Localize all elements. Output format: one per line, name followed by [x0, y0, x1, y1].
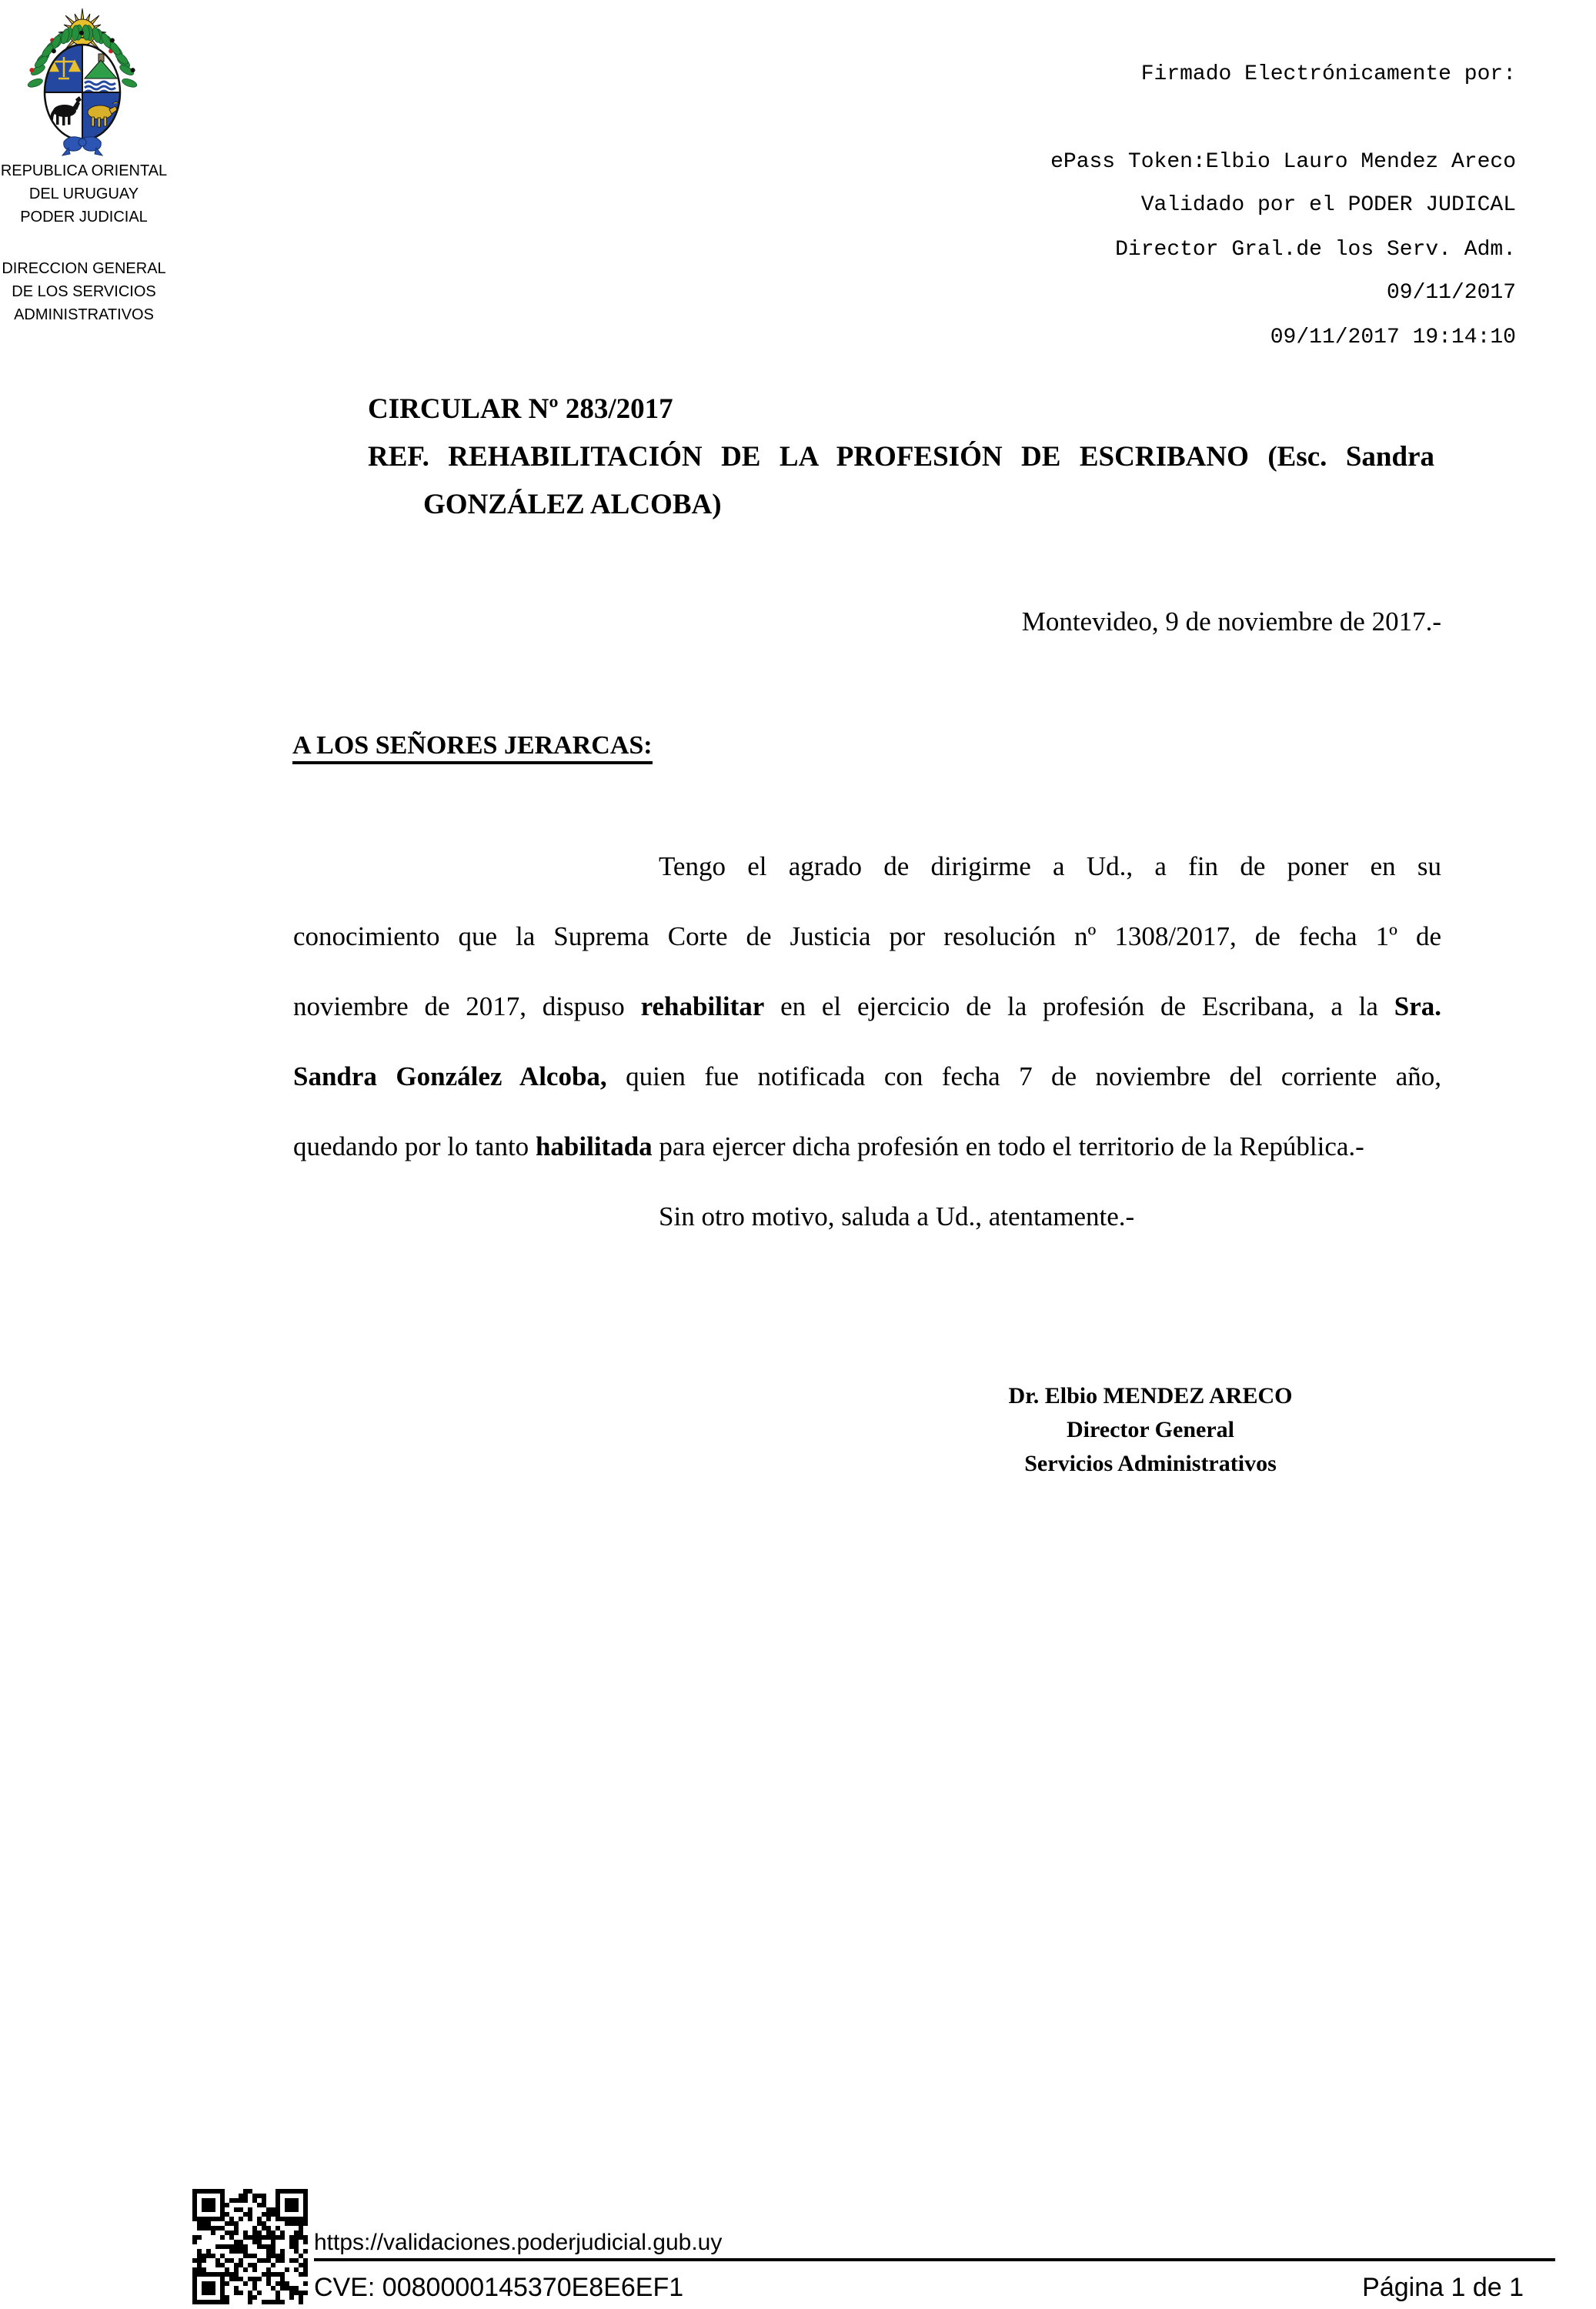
footer-divider-line: [314, 2258, 1555, 2261]
esignature-stamp-line: Director Gral.de los Serv. Adm.: [1115, 238, 1516, 262]
ribbon-icon: [62, 137, 102, 155]
text-line: Sin otro motivo, saluda a Ud., atentamente.-: [659, 1201, 1135, 1231]
uruguay-coat-of-arms-logo: [18, 3, 146, 159]
circular-subject-line: REF. REHABILITACIÓN DE LA PROFESIÓN DE ESCRIBANO (Esc. Sandra: [368, 441, 1434, 473]
logo-caption-line: REPUBLICA ORIENTAL: [0, 162, 168, 179]
body-paragraph: [293, 831, 1441, 1251]
logo-caption-line: DEL URUGUAY: [28, 185, 139, 202]
signer-office: Servicios Administrativos: [1024, 1451, 1277, 1476]
logo-caption-line: DE LOS SERVICIOS: [12, 283, 156, 300]
shield-icon: [45, 45, 120, 140]
logo-caption-line: ADMINISTRATIVOS: [14, 306, 154, 323]
text-line: Sandra González Alcoba, quien fue notificada con fecha 7 de noviembre del corriente año,: [293, 1061, 1441, 1091]
logo-captions: [0, 159, 168, 326]
circular-subject-line: GONZÁLEZ ALCOBA): [423, 489, 722, 520]
dateline: Montevideo, 9 de noviembre de 2017.-: [1021, 606, 1441, 637]
text-line: noviembre de 2017, dispuso rehabilitar en el ejercicio de la profesión de Escribana, a la Sra.: [293, 991, 1441, 1021]
validation-url: https://validaciones.poderjudicial.gub.uy: [314, 2230, 723, 2255]
text-line: conocimiento que la Suprema Corte de Justicia por resolución nº 1308/2017, de fecha 1º de: [293, 921, 1441, 951]
circular-heading: [368, 386, 1434, 529]
text-line: quedando por lo tanto habilitada para ejercer dicha profesión en todo el territorio de la República.-: [293, 1131, 1364, 1161]
signer-title: Director General: [1067, 1417, 1234, 1442]
signer-name: Dr. Elbio MENDEZ ARECO: [1008, 1383, 1293, 1408]
page-indicator: Página 1 de 1: [1362, 2273, 1524, 2302]
cve-code: CVE: 0080000145370E8E6EF1: [314, 2273, 684, 2302]
text-line: Tengo el agrado de dirigirme a Ud., a fin de poner en su: [659, 851, 1441, 881]
qr-code-icon: [192, 2189, 308, 2304]
logo-caption-line: PODER JUDICIAL: [20, 209, 148, 226]
esignature-stamp-line: Firmado Electrónicamente por:: [1140, 62, 1516, 86]
esignature-stamp-line: ePass Token:Elbio Lauro Mendez Areco: [1050, 150, 1516, 174]
circular-number: CIRCULAR Nº 283/2017: [368, 393, 673, 425]
salutation: A LOS SEÑORES JERARCAS:: [292, 730, 653, 761]
logo-caption-line: DIRECCION GENERAL: [2, 260, 166, 277]
esignature-stamp-line: 09/11/2017 19:14:10: [1270, 326, 1516, 349]
signature-block: [958, 1379, 1343, 1481]
validation-stamp-line: 09/11/2017: [1386, 281, 1516, 305]
validation-stamp: [1141, 132, 1516, 366]
validation-stamp-line: Validado por el PODER JUDICAL: [1140, 193, 1516, 217]
